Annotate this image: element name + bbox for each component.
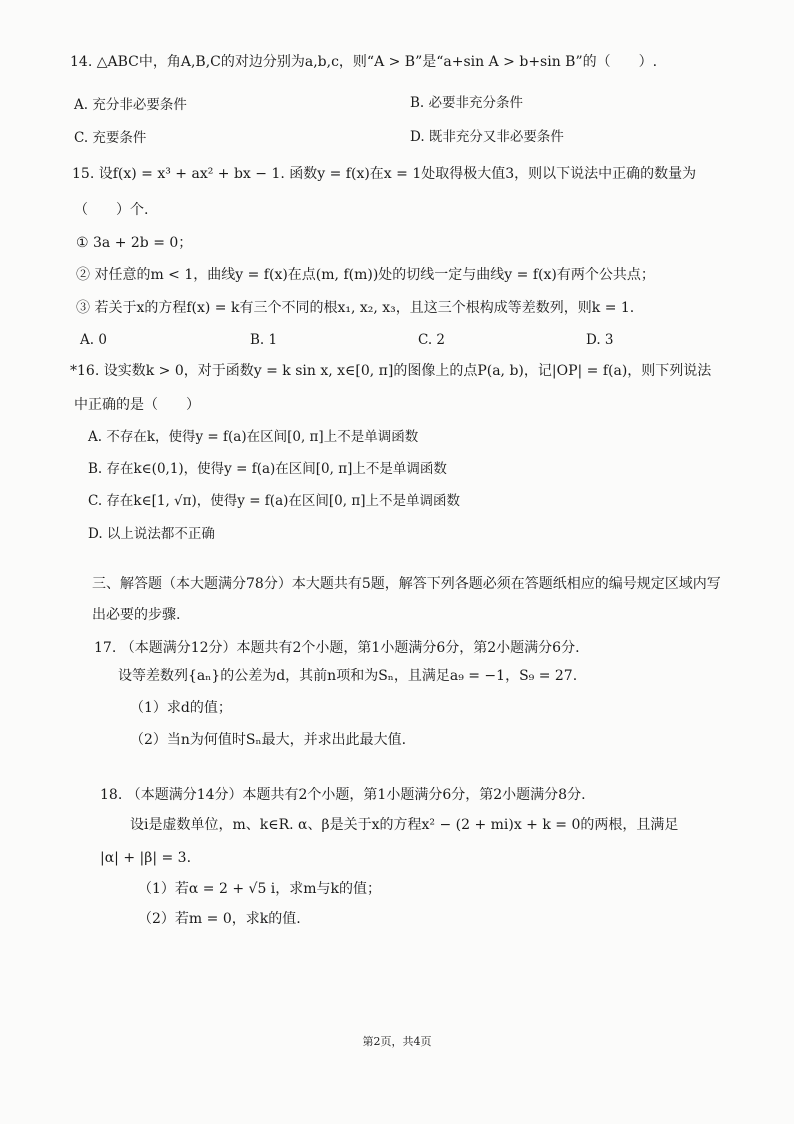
- q18-text-line1: 设i是虚数单位，m、k∈R. α、β是关于x的方程x² − (2 + mi)x + k = 0的两根，且满足: [130, 817, 679, 833]
- q17-part-2: （2）当n为何值时Sₙ最大，并求出此最大值.: [130, 732, 407, 748]
- q14-option-b: B. 必要非充分条件: [410, 95, 524, 111]
- q14-stem: 14. △ABC中，角A,B,C的对边分别为a,b,c，则“A > B”是“a+sin A > b+sin B”的（ ）.: [70, 54, 658, 70]
- section3-heading-line2: 出必要的步骤.: [92, 607, 181, 623]
- q15-option-a: A. 0: [80, 332, 107, 348]
- section3-heading-line1: 三、解答题（本大题满分78分）本大题共有5题，解答下列各题必须在答题纸相应的编号规定区域内写: [92, 576, 721, 592]
- q15-stem-line2: （ ）个.: [74, 202, 149, 218]
- q18-part-2: （2）若m = 0，求k的值.: [138, 911, 301, 927]
- q15-option-c: C. 2: [418, 332, 446, 348]
- q14-option-a: A. 充分非必要条件: [74, 97, 187, 113]
- q18-text-line2: |α| + |β| = 3.: [100, 850, 192, 866]
- q16-stem-line2: 中正确的是（ ）: [74, 397, 200, 413]
- q16-option-d: D. 以上说法都不正确: [88, 526, 215, 542]
- q17-part-1: （1）求d的值；: [130, 700, 232, 716]
- q15-option-d: D. 3: [586, 332, 614, 348]
- q16-stem-line1: *16. 设实数k > 0，对于函数y = k sin x, x∈[0, π]的图像上的点P(a, b)，记|OP| = f(a)，则下列说法: [70, 363, 712, 379]
- q15-option-b: B. 1: [250, 332, 278, 348]
- q18-part-1: （1）若α = 2 + √5 i，求m与k的值；: [138, 881, 382, 897]
- q14-option-c: C. 充要条件: [74, 130, 147, 146]
- q17-text: 设等差数列{aₙ}的公差为d，其前n项和为Sₙ，且满足a₉ = −1，S₉ = 27.: [118, 668, 578, 684]
- q15-stem-line1: 15. 设f(x) = x³ + ax² + bx − 1. 函数y = f(x)在x = 1处取得极大值3，则以下说法中正确的数量为: [72, 166, 697, 182]
- q16-option-a: A. 不存在k，使得y = f(a)在区间[0, π]上不是单调函数: [88, 429, 419, 445]
- q15-statement-1: ① 3a + 2b = 0；: [76, 235, 193, 251]
- q17-header: 17. （本题满分12分）本题共有2个小题，第1小题满分6分，第2小题满分6分.: [94, 640, 580, 656]
- q16-option-c: C. 存在k∈[1, √π)，使得y = f(a)在区间[0, π]上不是单调函数: [88, 493, 460, 509]
- q14-option-d: D. 既非充分又非必要条件: [410, 129, 564, 145]
- q16-option-b: B. 存在k∈(0,1)，使得y = f(a)在区间[0, π]上不是单调函数: [88, 461, 447, 477]
- page-footer: 第2页，共4页: [362, 1035, 432, 1048]
- q15-statement-3: ③ 若关于x的方程f(x) = k有三个不同的根x₁, x₂, x₃，且这三个根构成等差数列，则k = 1.: [76, 300, 635, 316]
- q15-statement-2: ② 对任意的m < 1，曲线y = f(x)在点(m, f(m))处的切线一定与曲线y = f(x)有两个公共点；: [76, 267, 655, 283]
- q18-header: 18. （本题满分14分）本题共有2个小题，第1小题满分6分，第2小题满分8分.: [100, 787, 586, 803]
